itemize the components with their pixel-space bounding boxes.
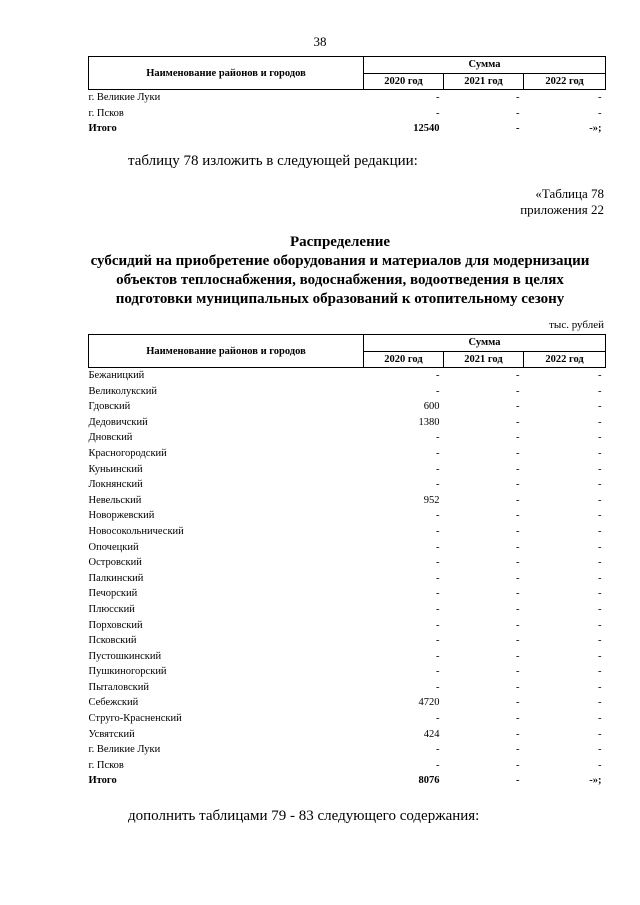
- value-2020-cell: -: [436, 385, 440, 397]
- value-2021-cell: -: [516, 447, 520, 459]
- value-2022-cell: -: [598, 572, 602, 584]
- table-row: [89, 649, 606, 665]
- heading-line-2: субсидий на приобретение оборудования и материалов для модернизации: [90, 253, 590, 269]
- value-2021-cell: -: [516, 479, 520, 491]
- district-name-cell: Усвятский: [88, 728, 135, 740]
- value-2022-cell: -: [598, 494, 602, 506]
- value-2021-cell: -: [516, 557, 520, 569]
- value-2021-cell: -: [516, 572, 520, 584]
- value-2022-cell: -: [598, 416, 602, 428]
- district-name-cell: Опочецкий: [88, 541, 139, 553]
- subsidy-distribution-table: [88, 334, 606, 789]
- value-2021-cell: -: [516, 463, 520, 475]
- value-2020-cell: -: [436, 572, 440, 584]
- value-2020-cell: -: [436, 650, 440, 662]
- table-row: [89, 446, 606, 462]
- district-name-cell: Великолукский: [88, 385, 158, 397]
- header-2021: 2021 год: [444, 73, 524, 90]
- district-name-cell: Плюсский: [88, 603, 135, 615]
- value-2022-cell: -: [598, 370, 602, 381]
- value-2021-cell: -: [516, 510, 520, 522]
- page-number: 38: [313, 34, 327, 49]
- district-name-cell: г. Псков: [88, 759, 124, 771]
- value-2022-cell: -: [598, 447, 602, 459]
- value-2022-cell: -: [598, 697, 602, 709]
- table-row: [89, 90, 606, 106]
- heading-line-3: объектов теплоснабжения, водоснабжения, водоотведения в целях: [116, 272, 564, 288]
- header-2020: 2020 год: [364, 73, 444, 90]
- table-row: [89, 680, 606, 696]
- value-2021-cell: -: [516, 541, 520, 553]
- table-row: [89, 586, 606, 602]
- table-row: [89, 618, 606, 634]
- table-row: [89, 571, 606, 587]
- header-name: Наименование районов и городов: [89, 57, 364, 90]
- value-2022-cell: -: [598, 666, 602, 678]
- value-2021-cell: -: [516, 775, 520, 787]
- instruction-paragraph-2: дополнить таблицами 79 - 83 следующего содержания:: [128, 808, 480, 824]
- value-2020-cell: -: [436, 603, 440, 615]
- value-2022-cell: -: [598, 107, 602, 119]
- value-2022-cell: -: [598, 619, 602, 631]
- district-name-cell: Новосокольнический: [88, 525, 184, 537]
- table-row: [89, 462, 606, 478]
- table-row: [89, 711, 606, 727]
- district-name-cell: Итого: [88, 775, 117, 787]
- table-row: [89, 415, 606, 431]
- value-2021-cell: -: [516, 432, 520, 444]
- district-name-cell: Пыталовский: [88, 681, 149, 693]
- district-name-cell: Красногородский: [88, 447, 167, 459]
- table-label: [520, 186, 604, 218]
- value-2020-cell: -: [436, 510, 440, 522]
- value-2020-cell: -: [436, 588, 440, 600]
- value-2020-cell: -: [436, 92, 440, 103]
- table-row: [89, 106, 606, 122]
- value-2021-cell: -: [516, 385, 520, 397]
- value-2020-cell: -: [436, 619, 440, 631]
- value-2020-cell: 8076: [418, 775, 440, 787]
- table-row: [89, 695, 606, 711]
- value-2021-cell: -: [516, 370, 520, 381]
- table-row: [89, 758, 606, 774]
- value-2021-cell: -: [516, 525, 520, 537]
- table-row: [89, 384, 606, 400]
- value-2020-cell: -: [436, 370, 440, 381]
- table-row: [89, 555, 606, 571]
- table-label-line-1: «Таблица 78: [535, 186, 604, 201]
- value-2020-cell: -: [436, 635, 440, 647]
- value-2021-cell: -: [516, 619, 520, 631]
- value-2020-cell: 12540: [413, 123, 440, 135]
- district-name-cell: Гдовский: [88, 401, 131, 413]
- value-2022-cell: -: [598, 385, 602, 397]
- value-2022-cell: -: [598, 92, 602, 103]
- value-2020-cell: 4720: [418, 697, 440, 709]
- value-2022-cell: -: [598, 541, 602, 553]
- value-2022-cell: -»;: [589, 123, 602, 135]
- value-2020-cell: -: [436, 744, 440, 756]
- heading-line-1: Распределение: [289, 234, 391, 250]
- district-name-cell: Локнянский: [88, 479, 143, 491]
- value-2021-cell: -: [516, 697, 520, 709]
- district-name-cell: Дедовичский: [88, 416, 148, 428]
- value-2022-cell: -: [598, 603, 602, 615]
- value-2022-cell: -»;: [589, 775, 602, 787]
- header-2022: 2022 год: [524, 73, 606, 90]
- district-name-cell: Новоржевский: [88, 510, 155, 522]
- table-row: [89, 540, 606, 556]
- header-2020: 2020 год: [364, 351, 444, 368]
- value-2022-cell: -: [598, 463, 602, 475]
- header-2021: 2021 год: [444, 351, 524, 368]
- value-2020-cell: 424: [423, 728, 440, 740]
- header-name: Наименование районов и городов: [89, 335, 364, 368]
- value-2020-cell: -: [436, 447, 440, 459]
- value-2022-cell: -: [598, 744, 602, 756]
- table-row: [89, 477, 606, 493]
- value-2022-cell: -: [598, 588, 602, 600]
- value-2021-cell: -: [516, 494, 520, 506]
- table-row: [89, 602, 606, 618]
- table-row: [89, 742, 606, 758]
- value-2021-cell: -: [516, 588, 520, 600]
- heading-line-4: подготовки муниципальных образований к отопительному сезону: [115, 291, 565, 307]
- value-2020-cell: -: [436, 541, 440, 553]
- district-name-cell: Итого: [88, 123, 117, 135]
- value-2021-cell: -: [516, 681, 520, 693]
- header-2022: 2022 год: [524, 351, 606, 368]
- value-2021-cell: -: [516, 666, 520, 678]
- value-2020-cell: -: [436, 107, 440, 119]
- value-2021-cell: -: [516, 123, 520, 135]
- value-2022-cell: -: [598, 510, 602, 522]
- value-2020-cell: -: [436, 713, 440, 725]
- table-row: [89, 368, 606, 384]
- district-name-cell: Пустошкинский: [88, 650, 162, 662]
- value-2022-cell: -: [598, 759, 602, 771]
- value-2021-cell: -: [516, 416, 520, 428]
- value-2021-cell: -: [516, 650, 520, 662]
- table-label-line-2: приложения 22: [520, 202, 604, 217]
- value-2021-cell: -: [516, 107, 520, 119]
- district-name-cell: г. Великие Луки: [88, 92, 161, 103]
- value-2022-cell: -: [598, 635, 602, 647]
- value-2021-cell: -: [516, 401, 520, 413]
- total-row: [89, 121, 606, 137]
- table-row: [89, 727, 606, 743]
- table-heading: [60, 233, 620, 309]
- value-2022-cell: -: [598, 401, 602, 413]
- value-2022-cell: -: [598, 432, 602, 444]
- district-name-cell: Печорский: [88, 588, 138, 600]
- value-2021-cell: -: [516, 759, 520, 771]
- table-row: [89, 508, 606, 524]
- district-name-cell: Куньинский: [88, 463, 143, 475]
- header-sum: Сумма: [364, 57, 606, 74]
- district-name-cell: г. Великие Луки: [88, 744, 161, 756]
- table-row: [89, 493, 606, 509]
- value-2020-cell: -: [436, 557, 440, 569]
- value-2022-cell: -: [598, 681, 602, 693]
- value-2022-cell: -: [598, 650, 602, 662]
- value-2021-cell: -: [516, 635, 520, 647]
- value-2020-cell: 600: [423, 401, 440, 413]
- previous-table-fragment: [88, 56, 606, 137]
- value-2021-cell: -: [516, 603, 520, 615]
- district-name-cell: Себежский: [88, 697, 139, 709]
- value-2020-cell: -: [436, 432, 440, 444]
- value-2020-cell: 1380: [418, 416, 440, 428]
- value-2020-cell: -: [436, 479, 440, 491]
- unit-label: тыс. рублей: [549, 319, 604, 331]
- district-name-cell: Порховский: [88, 619, 143, 631]
- value-2022-cell: -: [598, 557, 602, 569]
- value-2020-cell: -: [436, 525, 440, 537]
- district-name-cell: Пушкиногорский: [88, 666, 167, 678]
- district-name-cell: Островский: [88, 557, 142, 569]
- header-sum: Сумма: [364, 335, 606, 352]
- table-row: [89, 399, 606, 415]
- district-name-cell: Бежаницкий: [88, 370, 145, 381]
- table-row: [89, 664, 606, 680]
- value-2020-cell: 952: [423, 494, 440, 506]
- value-2020-cell: -: [436, 759, 440, 771]
- district-name-cell: Псковский: [88, 635, 137, 647]
- total-row: [89, 773, 606, 789]
- district-name-cell: Невельский: [88, 494, 142, 506]
- value-2020-cell: -: [436, 681, 440, 693]
- district-name-cell: Дновский: [88, 432, 133, 444]
- district-name-cell: г. Псков: [88, 107, 124, 119]
- table-row: [89, 524, 606, 540]
- table-row: [89, 633, 606, 649]
- table-row: [89, 430, 606, 446]
- district-name-cell: Струго-Красненский: [88, 713, 182, 725]
- value-2021-cell: -: [516, 92, 520, 103]
- value-2021-cell: -: [516, 744, 520, 756]
- value-2022-cell: -: [598, 525, 602, 537]
- value-2020-cell: -: [436, 463, 440, 475]
- value-2022-cell: -: [598, 479, 602, 491]
- value-2022-cell: -: [598, 728, 602, 740]
- instruction-paragraph-1: таблицу 78 изложить в следующей редакции:: [128, 153, 418, 169]
- value-2022-cell: -: [598, 713, 602, 725]
- district-name-cell: Палкинский: [88, 572, 144, 584]
- value-2021-cell: -: [516, 713, 520, 725]
- value-2021-cell: -: [516, 728, 520, 740]
- value-2020-cell: -: [436, 666, 440, 678]
